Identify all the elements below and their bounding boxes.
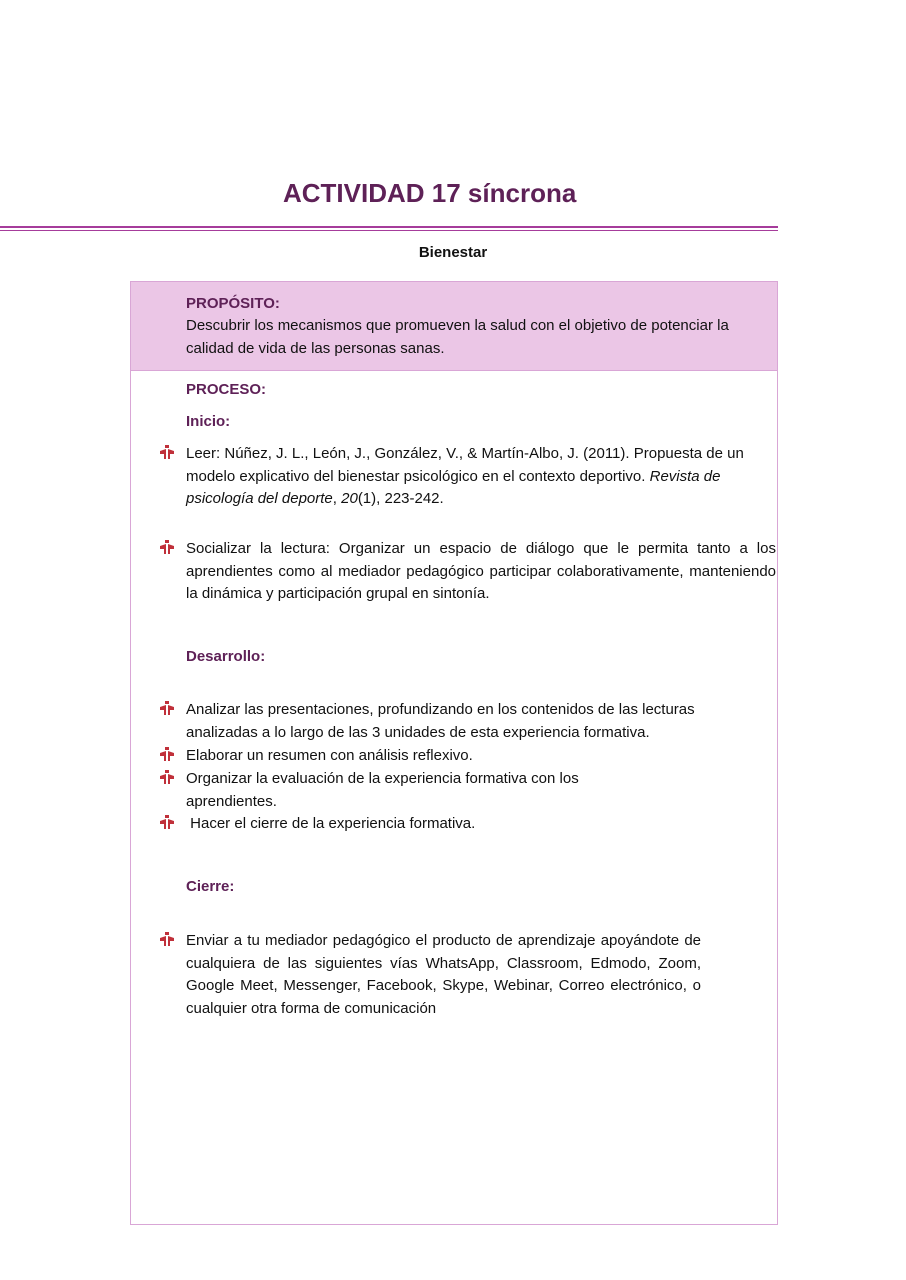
activity-box — [130, 281, 778, 1225]
cierre-label: Cierre: — [186, 878, 235, 895]
red-figure-bullet-icon — [159, 540, 175, 555]
desarrollo-item-1: Analizar las presentaciones, profundizando en los contenidos de las lecturas analizadas a lo largo de las 3 unidades de esta experiencia formativa. — [186, 701, 695, 741]
desarrollo-item-2: Elaborar un resumen con análisis reflexivo. — [186, 747, 473, 764]
title-rule-bottom — [0, 230, 778, 231]
page-subtitle: Bienestar — [418, 244, 488, 261]
red-figure-bullet-icon — [159, 701, 175, 716]
title-rule-top — [0, 226, 778, 228]
reading-separator: , — [332, 490, 342, 507]
purpose-text: Descubrir los mecanismos que promueven la salud con el objetivo de potenciar la calidad de vida de las personas sanas. — [186, 317, 729, 357]
red-figure-bullet-icon — [159, 747, 175, 762]
reading-volume: 20 — [341, 490, 358, 507]
desarrollo-item-4: Hacer el cierre de la experiencia formativa. — [186, 815, 476, 832]
red-figure-bullet-icon — [159, 770, 175, 785]
reading-citation: Leer: Núñez, J. L., León, J., González, V., & Martín-Albo, J. (2011). Propuesta de un modelo explicativo del bienestar psicológico en el contexto deportivo. — [186, 445, 744, 485]
inicio-item-socializar: Socializar la lectura: Organizar un espacio de diálogo que le permita tanto a los aprendientes como al mediador pedagógico participar colaborativamente, manteniendo la dinámica y participación grupal en sintonía. — [186, 540, 776, 602]
red-figure-bullet-icon — [159, 815, 175, 830]
page-title: ACTIVIDAD 17 síncrona — [283, 178, 577, 208]
purpose-label: PROPÓSITO: — [186, 295, 280, 312]
inicio-label: Inicio: — [186, 413, 231, 430]
desarrollo-label: Desarrollo: — [186, 648, 266, 665]
reading-journal: Revista de psicología del deporte — [186, 467, 721, 507]
process-label: PROCESO: — [186, 381, 267, 398]
red-figure-bullet-icon — [159, 932, 175, 947]
cierre-item: Enviar a tu mediador pedagógico el producto de aprendizaje apoyándote de cualquiera de las siguientes vías WhatsApp, Classroom, Edmodo, Zoom, Google Meet, Messenger, Facebook, Skype, Webinar, Correo electrónico, o cualquier otra forma de comunicación — [186, 932, 701, 1017]
desarrollo-item-3: Organizar la evaluación de la experiencia formativa con los aprendientes. — [186, 770, 579, 810]
purpose-section — [131, 282, 777, 371]
red-figure-bullet-icon — [159, 445, 175, 460]
inicio-item-reading — [186, 443, 771, 511]
reading-pages: (1), 223-242. — [357, 490, 444, 507]
